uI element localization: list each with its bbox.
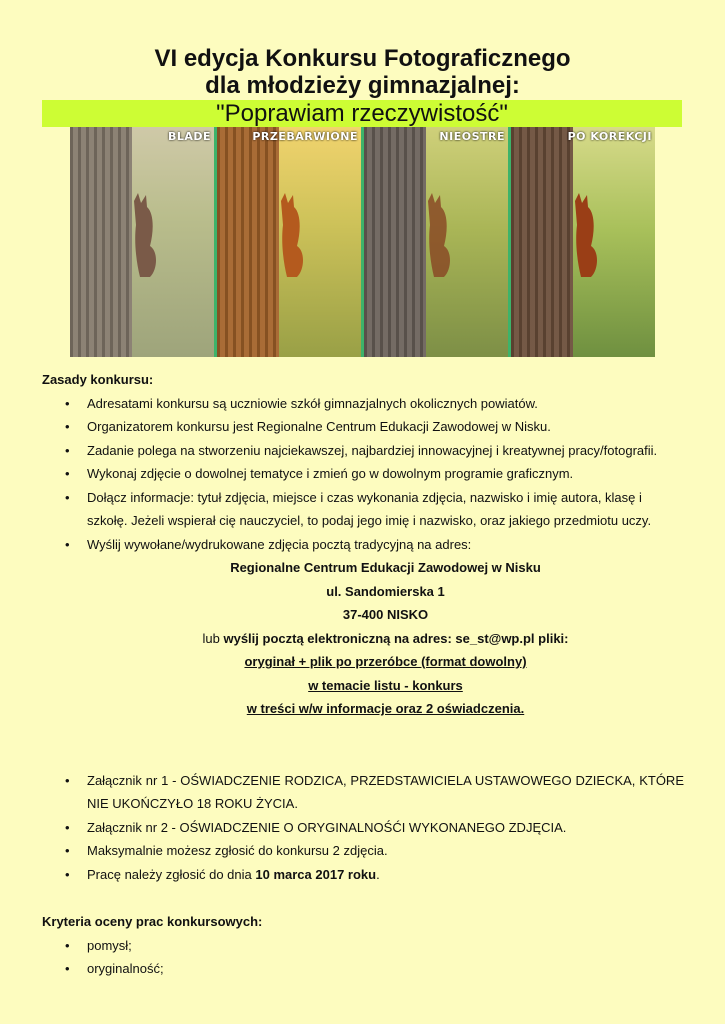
tree-trunk-image [217,127,279,357]
list-item: • Maksymalnie możesz zgłosić do konkursu 2 zdjęcia. [42,839,684,863]
address-line: 37-400 NISKO [342,607,429,622]
list-item: • Zadanie polega na stworzeniu najciekawszej, najbardziej innowacyjnej i kreatywnej pracy/fotografii. [42,439,684,463]
email-prefix: lub [202,630,220,646]
tree-trunk-image [511,127,573,357]
photo-panel-discolored [214,127,361,357]
list-item: • Wykonaj zdjęcie o dowolnej tematyce i zmień go w dowolnym programie graficznym. [42,462,684,486]
criteria-list [42,934,684,981]
email-line [87,627,684,651]
list-item: • pomysł; [42,934,684,958]
list-item: • Wyślij wywołane/wydrukowane zdjęcia pocztą tradycyjną na adres: [42,533,684,557]
squirrel-image [128,191,162,281]
page-title: VI edycja Konkursu Fotograficznego [154,45,571,72]
list-item-deadline [42,863,684,887]
contest-rules-document [42,368,684,981]
list-item: • oryginalność; [42,957,684,981]
list-item: • Dołącz informacje: tytuł zdjęcia, miejsce i czas wykonania zdjęcia, nazwisko i imię autora, klasę i szkołę. Jeżeli wspierał cię nauczyciel, to podaj jego imię i nazwisko, oraz jakiego przedmiotu uczy. [42,486,684,533]
email-body: w treści w/w informacje oraz 2 oświadczenia. [246,701,525,716]
address-line: ul. Sandomierska 1 [326,583,445,599]
panel-label: BLADE [167,130,211,143]
criteria-heading: Kryteria oceny prac konkursowych: [42,914,263,929]
tree-trunk-image [70,127,132,357]
contest-subtitle: "Poprawiam rzeczywistość" [42,100,682,127]
rules-list [42,392,684,557]
page-title-line2: dla młodzieży gimnazjalnej: [205,72,520,99]
tree-trunk-image [364,127,426,357]
squirrel-image [275,191,309,281]
photo-panel-corrected [508,127,655,357]
email-instruction: wyślij pocztą elektroniczną na adres: se_st@wp.pl pliki: [223,630,569,646]
email-files: oryginał + plik po przeróbce (format dowolny) [244,654,527,669]
deadline-suffix: . [376,866,380,882]
deadline-prefix: Pracę należy zgłosić do dnia [87,866,252,882]
list-item: • Załącznik nr 1 - OŚWIADCZENIE RODZICA, PRZEDSTAWICIELA USTAWOWEGO DZIECKA, KTÓRE NIE UKOŃCZYŁO 18 ROKU ŻYCIA. [42,769,684,816]
list-item: • Organizatorem konkursu jest Regionalne Centrum Edukacji Zawodowej w Nisku. [42,415,684,439]
panel-label: PO KOREKCJI [567,130,652,143]
squirrel-image [569,191,603,281]
photo-panel-blurry [361,127,508,357]
panel-label: NIEOSTRE [439,130,505,143]
mailing-address [42,556,684,721]
rules-heading: Zasady konkursu: [42,372,154,387]
attachments-list [42,769,684,887]
photo-panel-faded [70,127,214,357]
photo-comparison-strip [70,127,655,357]
address-line: Regionalne Centrum Edukacji Zawodowej w Nisku [230,560,541,575]
list-item: • Załącznik nr 2 - OŚWIADCZENIE O ORYGINALNOŚĆI WYKONANEGO ZDJĘCIA. [42,816,684,840]
panel-label: PRZEBARWIONE [252,130,358,143]
email-subject: w temacie listu - konkurs [308,677,463,693]
squirrel-image [422,191,456,281]
deadline-date: 10 marca 2017 roku [255,866,377,882]
list-item: • Adresatami konkursu są uczniowie szkół gimnazjalnych okolicznych powiatów. [42,392,684,416]
